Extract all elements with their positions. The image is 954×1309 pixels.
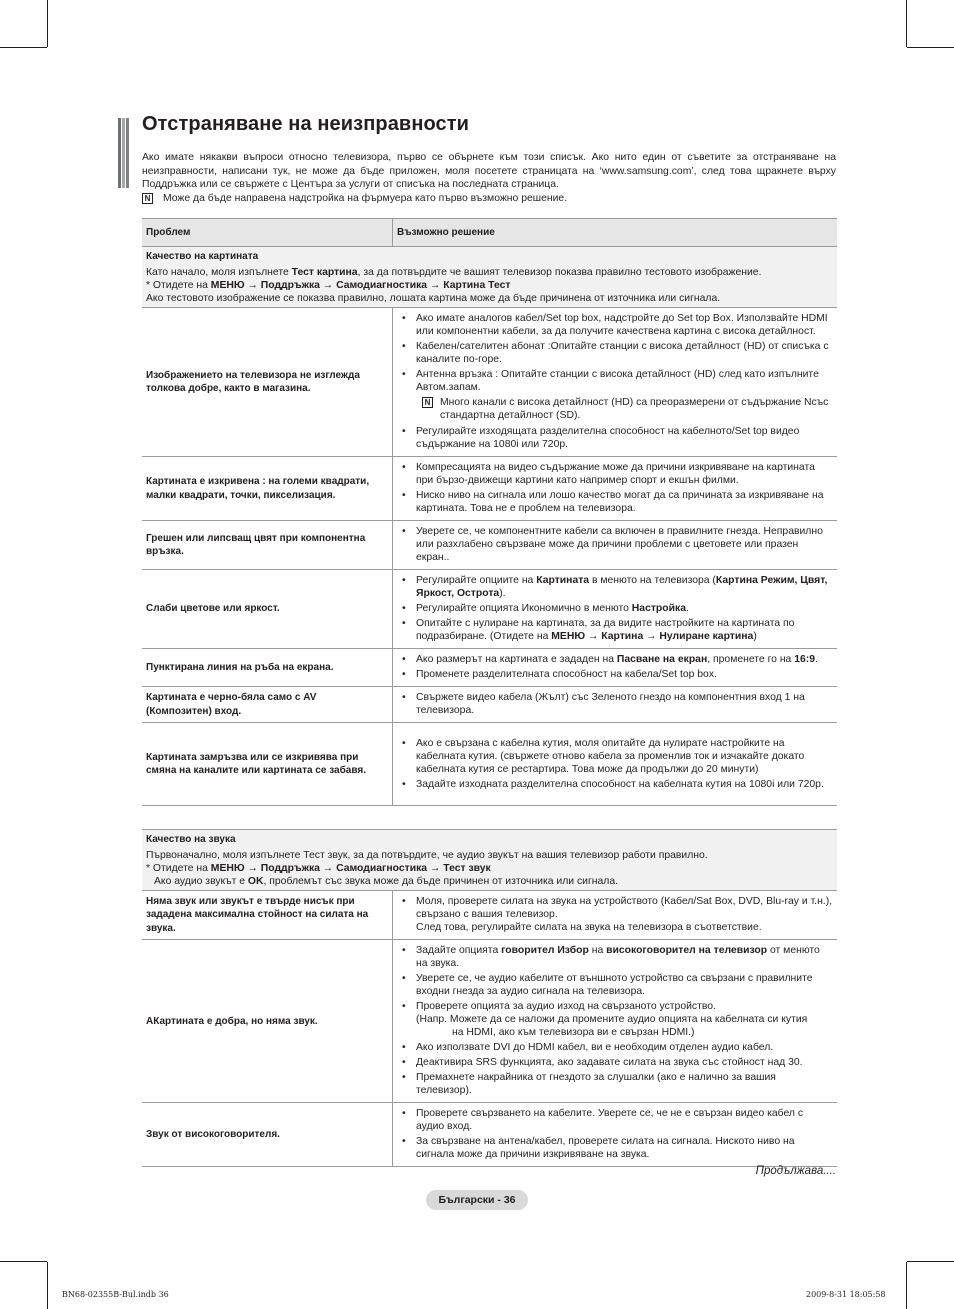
sound-section-title: Качество на звука: [146, 834, 236, 845]
sound-section-line3: Ако аудио звукът е OK, проблемът със звука може да бъде причинен от източника или сигнала.: [154, 876, 619, 887]
list-item: • Проверете опцията за аудио изход на свързаното устройство. (Напр. Можете да се наложи да промените аудио опцията на кабелната си кутия на HDMI, ако към телевизора ви е свързан HDMI.): [400, 1000, 833, 1039]
hd-note: N Много канали с висока детайлност (HD) са преоразмерени от съдържание Nсъс стандартна детайлност (SD).: [400, 396, 833, 422]
picture-section-line2: * Отидете на МЕНЮ → Поддръжка → Самодиагностика → Картина Тест: [146, 280, 511, 291]
solution-cell: [393, 891, 838, 940]
problem-cell: Изображението на телевизора не изглежда толкова добре, както в магазина.: [142, 308, 393, 457]
picture-quality-table: [142, 218, 837, 806]
page-title: Отстраняване на неизправности: [142, 113, 470, 135]
solution-cell: [393, 940, 838, 1103]
side-bar-mid: [126, 118, 129, 188]
list-item: • Деактивира SRS функцията, ако задавате силата на звука със стойност над 30.: [400, 1056, 833, 1069]
firmware-note-text: Може да бъде направена надстройка на фърмуера като първо възможно решение.: [163, 193, 568, 204]
sound-section-line1: Първоначално, моля изпълнете Тест звук, за да потвърдите, че аудио звукът на вашия телевизор работи правилно.: [146, 850, 708, 861]
print-slug-right: 2009-8-31 18:05:58: [806, 1290, 886, 1299]
list-item: • Ако размерът на картината е зададен на Пасване на екран, променете го на 16:9.: [400, 653, 833, 666]
table-row: [142, 649, 837, 687]
list-item: • Променете разделителната способност на кабела/Set top box.: [400, 668, 833, 681]
crop-mark: [47, 1262, 48, 1309]
print-slug-left: BN68-02355B-Bul.indb 36: [62, 1290, 169, 1299]
problem-cell: Пунктирана линия на ръба на екрана.: [142, 649, 393, 687]
list-item: • Задайте опцията говорител Избор на високоговорител на телевизор от менюто на звука.: [400, 944, 833, 970]
list-item: • Регулирайте изходящата разделителна способност на кабелното/Set top видео съдържание на 1080i или 720p.: [400, 425, 833, 451]
crop-mark: [907, 47, 954, 48]
page-number-badge: Български - 36: [426, 1190, 528, 1210]
crop-mark: [906, 1262, 907, 1309]
picture-section-title: Качество на картината: [146, 251, 259, 262]
picture-section-row: [142, 247, 837, 308]
firmware-note: [142, 192, 567, 205]
list-item: • Опитайте с нулиране на картината, за да видите настройките на картината по подразбиране. (Отидете на МЕНЮ → Картина → Нулиране картина): [400, 617, 833, 643]
list-item: • Задайте изходната разделителна способност на кабелната кутия на 1080i или 720p.: [400, 778, 833, 791]
list-item: • Компресацията на видео съдържание може да причини изкривяване на картината при бързо-движещи картини като например спорт и екшън филми.: [400, 461, 833, 487]
list-item: • Кабелен/сателитен абонат :Опитайте станции с висока детайлност (HD) от списъка с каналите по-горе.: [400, 340, 833, 366]
solution-cell: [393, 521, 838, 570]
list-item: • Уверете се, че аудио кабелите от външното устройство са свързани с правилните входни гнезда за аудио сигнала на телевизора.: [400, 972, 833, 998]
continued-label: Продължава....: [755, 1165, 836, 1177]
list-item: • Ако използвате DVI до HDMI кабел, ви е необходим отделен аудио кабел.: [400, 1041, 833, 1054]
solution-cell: [393, 723, 838, 806]
table-header-row: [142, 219, 837, 247]
sound-section-line2: * Отидете на МЕНЮ → Поддръжка → Самодиагностика → Тест звук: [146, 863, 491, 874]
problem-cell: Картината замръзва или се изкривява при смяна на каналите или картината се забавя.: [142, 723, 393, 806]
solution-cell: [393, 570, 838, 649]
table-row: [142, 891, 837, 940]
solution-cell: [393, 687, 838, 723]
problem-cell: Няма звук или звукът е твърде нисък при зададена максимална стойност на силата на звука.: [142, 891, 393, 940]
list-item: • Регулирайте опцията Икономично в менюто Настройка.: [400, 602, 833, 615]
problem-column-header: Проблем: [142, 219, 393, 247]
list-item: • Премахнете накрайника от гнездото за слушалки (ако е налично за вашия телевизор).: [400, 1071, 833, 1097]
sound-section-row: [142, 830, 837, 891]
table-row: [142, 570, 837, 649]
picture-section-line3: Ако тестовото изображение се показва правилно, лошата картина може да бъде причинена от източника или сигнала.: [146, 293, 721, 304]
problem-cell: Грешен или липсващ цвят при компонентна връзка.: [142, 521, 393, 570]
problem-cell: АКартината е добра, но няма звук.: [142, 940, 393, 1103]
solution-cell: [393, 649, 838, 687]
intro-paragraph: Ако имате някакви въпроси относно телевизора, първо се обърнете към този списък. Ако нито един от съветите за отстраняване на неизправности, написани тук, не може да бъде приложен, моля посетете страницата на ‘www.samsung.com’, след това щракнете върху Поддръжка или се свържете с Центъра за услуги от списъка на последната страница.: [142, 152, 836, 191]
list-item: • Ако имате аналогов кабел/Set top box, надстройте до Set top Box. Използвайте HDMI или компонентни кабели, за да получите качествена картина с висока детайлност.: [400, 312, 833, 338]
crop-mark: [906, 0, 907, 47]
table-row: [142, 687, 837, 723]
list-item: • Проверете свързването на кабелите. Уверете се, че не е свързан видео кабел с аудио вход.: [400, 1107, 833, 1133]
list-item: • Ако е свързана с кабелна кутия, моля опитайте да нулирате настройките на кабелната кутия. (свържете отново кабела за променлив ток и изчакайте докато кабелната кутия се рестартира. Това може да продължи до 20 минути): [400, 737, 833, 776]
table-row: [142, 723, 837, 806]
table-row: [142, 940, 837, 1103]
list-item: • За свързване на антена/кабел, проверете силата на сигнала. Ниското ниво на сигнала може да причини изкривяване на звука.: [400, 1135, 833, 1161]
side-bar-dark: [118, 118, 121, 188]
problem-cell: Звук от високоговорителя.: [142, 1103, 393, 1167]
solution-column-header: Възможно решение: [393, 219, 838, 247]
solution-cell: [393, 1103, 838, 1167]
crop-mark: [907, 1261, 954, 1262]
problem-cell: Картината е изкривена : на големи квадрати, малки квадрати, точки, пикселизация.: [142, 457, 393, 521]
crop-mark: [47, 0, 48, 47]
crop-mark: [0, 47, 47, 48]
list-item: • Уверете се, че компонентните кабели са включен в правилните гнезда. Неправилно или разхлабено свързване може да причини проблеми с цветовете или празен екран..: [400, 525, 833, 564]
picture-section-line1: Като начало, моля изпълнете Тест картина, за да потвърдите че вашият телевизор показва правилно тестовото изображение.: [146, 267, 762, 278]
table-row: [142, 521, 837, 570]
solution-cell: [393, 308, 838, 457]
note-icon: N: [142, 193, 153, 204]
problem-cell: Слаби цветове или яркост.: [142, 570, 393, 649]
list-item: • Ниско ниво на сигнала или лошо качество могат да са причината за изкривяване на картината. Това не е проблем на телевизора.: [400, 489, 833, 515]
list-item: • Свържете видео кабела (Жълт) със Зеленото гнездо на компонентния вход 1 на телевизора.: [400, 691, 833, 717]
solution-cell: [393, 457, 838, 521]
crop-mark: [0, 1261, 47, 1262]
list-item: • Регулирайте опциите на Картината в менюто на телевизора (Картина Режим, Цвят, Яркост, Острота).: [400, 574, 833, 600]
note-icon: N: [422, 397, 433, 408]
list-item: • Моля, проверете силата на звука на устройството (Кабел/Sat Box, DVD, Blu-ray и т.н.), свързано с вашия телевизор. След това, регулирайте силата на звука на телевизора в съответствие.: [400, 895, 833, 934]
table-row: [142, 1103, 837, 1167]
list-item: • Антенна връзка : Опитайте станции с висока детайлност (HD) след като изпълните Автом.запам.: [400, 368, 833, 394]
problem-cell: Картината е черно-бяла само с AV (Композитен) вход.: [142, 687, 393, 723]
sound-quality-table: [142, 829, 837, 1167]
table-row: [142, 308, 837, 457]
side-bar-light: [122, 118, 125, 188]
table-row: [142, 457, 837, 521]
